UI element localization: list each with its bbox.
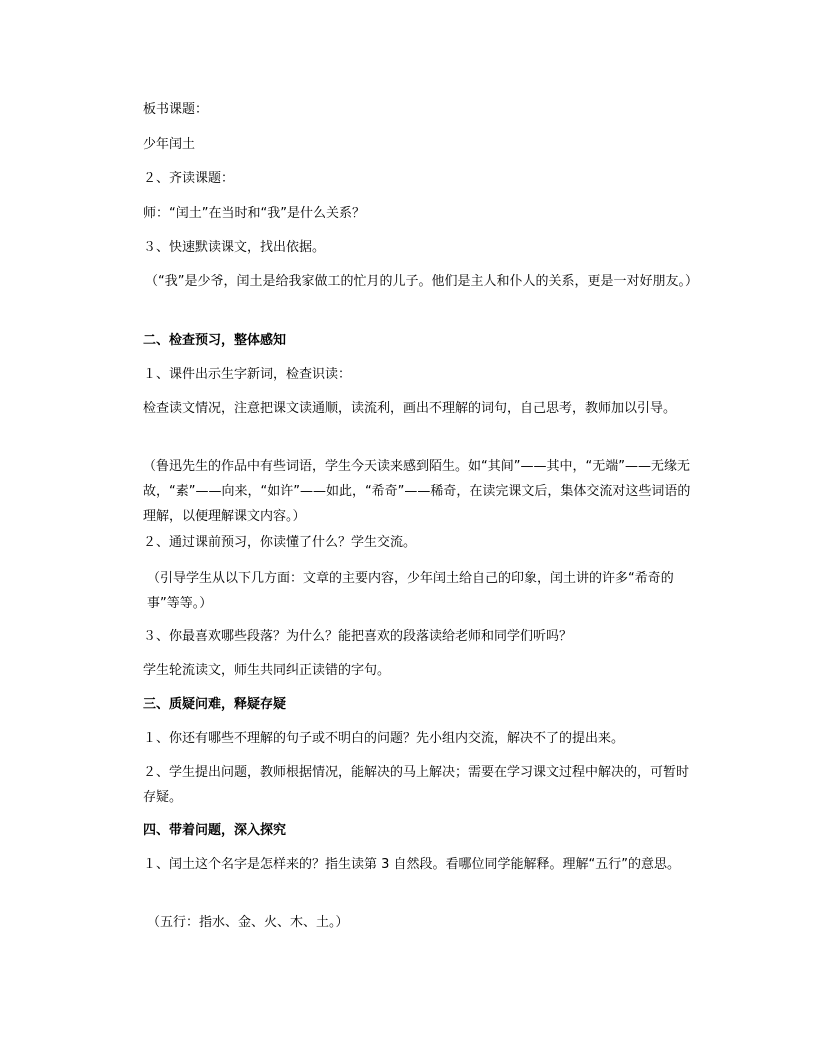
step-preview-share: ２、通过课前预习，你读懂了什么？学生交流。 bbox=[143, 535, 417, 550]
step-name-origin: １、闰土这个名字是怎样来的？指生读第 3 自然段。看哪位同学能解释。理解“五行”的意思。 bbox=[143, 857, 681, 872]
teacher-question: 师：“闰土”在当时和“我”是什么关系？ bbox=[143, 206, 365, 221]
section-heading-4: 四、带着问题，深入探究 bbox=[143, 823, 287, 838]
five-elements-note: （五行：指水、金、火、木、土。） bbox=[147, 915, 349, 930]
vocabulary-notes: （鲁迅先生的作品中有些词语，学生今天读来感到陌生。如“其间”——其中，“无端”——无缘无故，“素”——向来，“如许”——如此，“希奇”——稀奇，在读完课文后，集体交流对这些词语的理解，以便理解课文内容。） bbox=[143, 459, 691, 524]
step-new-words: １、课件出示生字新词，检查识读： bbox=[143, 367, 352, 382]
step-silent-read: ３、快速默读课文，找出依据。 bbox=[143, 240, 326, 255]
lesson-title: 少年闰土 bbox=[143, 137, 196, 152]
step-favorite-paragraph: ３、你最喜欢哪些段落？为什么？能把喜欢的段落读给老师和同学们听吗？ bbox=[143, 629, 573, 644]
board-title-label: 板书课题： bbox=[143, 102, 209, 117]
reading-check: 检查读文情况，注意把课文读通顺，读流利，画出不理解的词句，自己思考，教师加以引导。 bbox=[143, 401, 677, 416]
step-read-title: ２、齐读课题： bbox=[143, 171, 235, 186]
step-questions: １、你还有哪些不理解的句子或不明白的问题？先小组内交流，解决不了的提出来。 bbox=[143, 731, 625, 746]
section-heading-2: 二、检查预习，整体感知 bbox=[143, 333, 287, 348]
section-heading-3: 三、质疑问难，释疑存疑 bbox=[143, 697, 287, 712]
relationship-answer: （“我”是少爷，闰土是给我家做工的忙月的儿子。他们是主人和仆人的关系，更是一对好朋友。） bbox=[145, 274, 698, 289]
students-read: 学生轮流读文，师生共同纠正读错的字句。 bbox=[143, 663, 391, 678]
guide-notes: （引导学生从以下几方面：文章的主要内容，少年闰土给自己的印象，闰土讲的许多“希奇的事”等等。） bbox=[147, 571, 674, 611]
step-student-questions: ２、学生提出问题，教师根据情况，能解决的马上解决；需要在学习课文过程中解决的，可暂时存疑。 bbox=[143, 765, 690, 805]
